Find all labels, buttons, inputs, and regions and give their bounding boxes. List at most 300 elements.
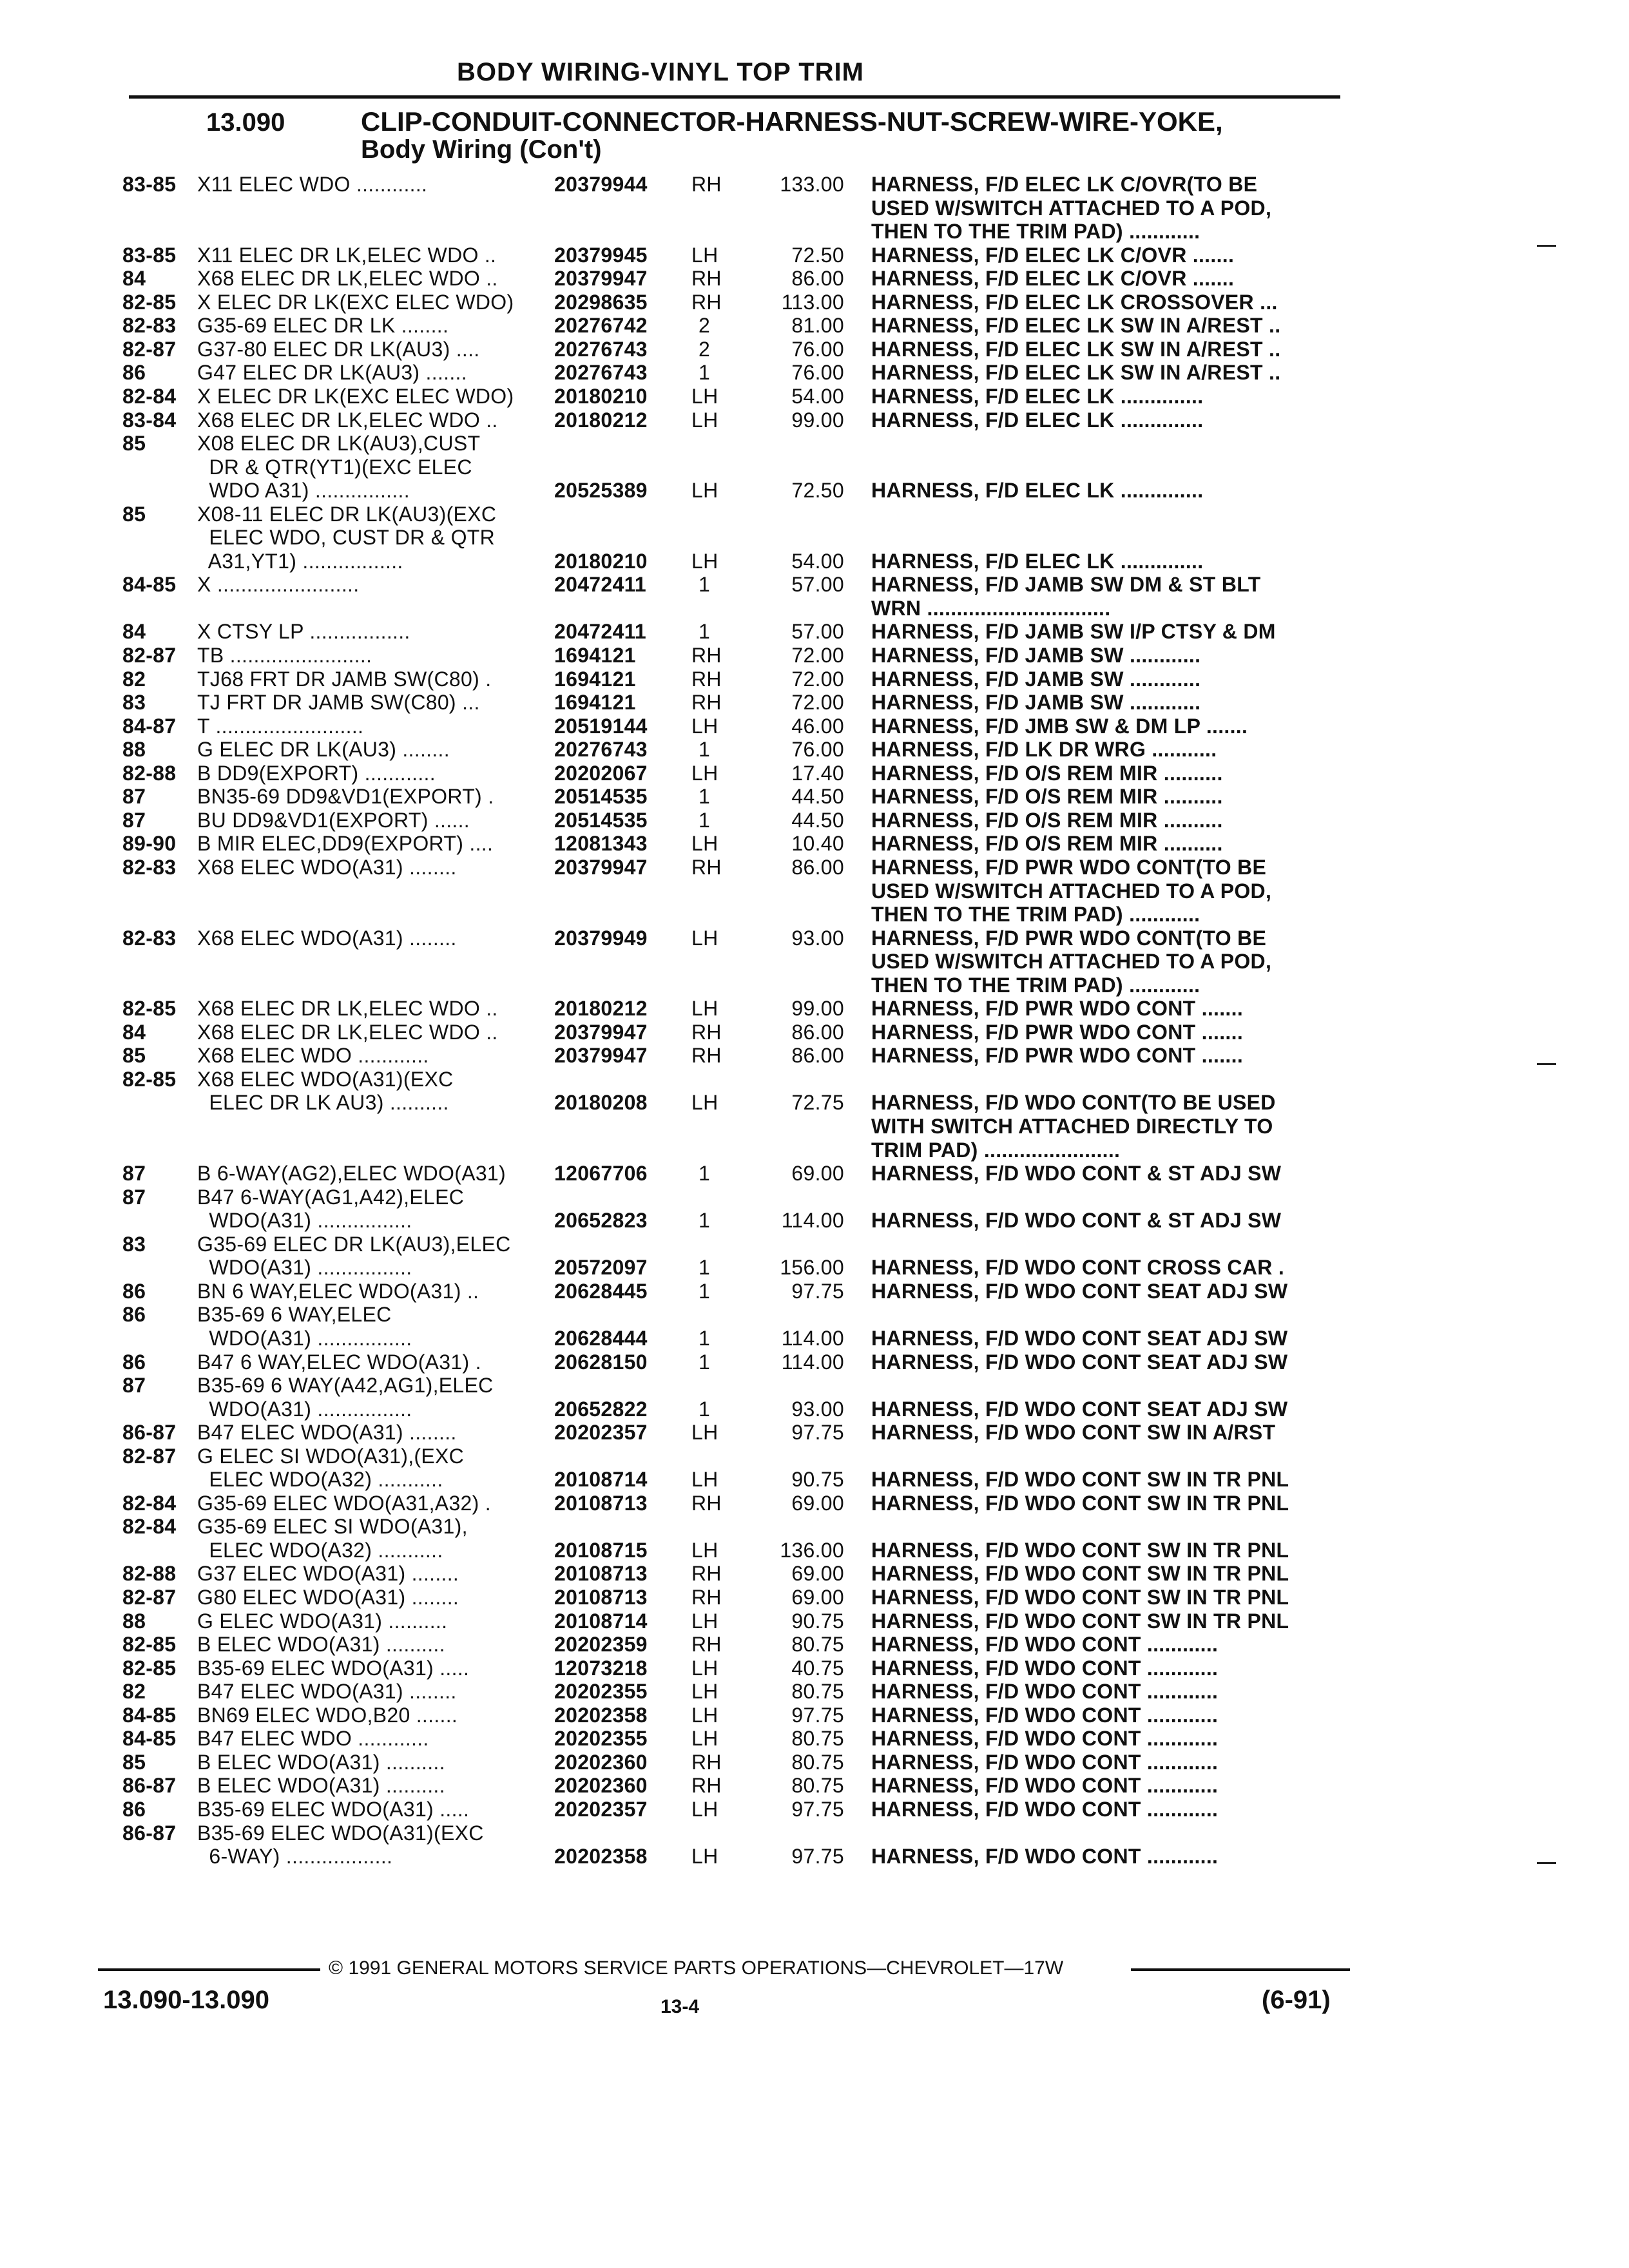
row-quantity: RH (691, 290, 722, 314)
row-description: A31,YT1) ................. (197, 549, 403, 573)
row-quantity: LH (691, 1538, 718, 1562)
row-year: 82-83 (122, 926, 177, 950)
header-rule (129, 95, 1340, 99)
row-part-name: HARNESS, F/D WDO CONT SW IN TR PNL (871, 1468, 1289, 1492)
row-part-number: 1694121 (554, 691, 636, 715)
row-part-number: 20202355 (554, 1727, 648, 1751)
row-description: G35-69 ELEC SI WDO(A31), (197, 1515, 468, 1539)
row-part-number: 20202358 (554, 1845, 648, 1869)
row-part-name: THEN TO THE TRIM PAD) ............ (871, 220, 1200, 244)
row-part-name: HARNESS, F/D WDO CONT CROSS CAR . (871, 1256, 1285, 1280)
row-part-number: 20202360 (554, 1774, 648, 1798)
row-part-number: 20514535 (554, 785, 648, 809)
row-price: 97.75 (791, 1703, 844, 1727)
row-part-name: HARNESS, F/D ELEC LK SW IN A/REST .. (871, 337, 1281, 361)
row-part-name: HARNESS, F/D JMB SW & DM LP ....... (871, 714, 1248, 738)
row-year: 82-84 (122, 1491, 177, 1515)
row-description: X ELEC DR LK(EXC ELEC WDO) (197, 290, 514, 314)
row-quantity: LH (691, 549, 718, 573)
row-year: 82-87 (122, 644, 177, 667)
row-description: TJ FRT DR JAMB SW(C80) ... (197, 691, 480, 715)
row-quantity: 1 (698, 1162, 711, 1186)
row-part-number: 20472411 (554, 573, 647, 597)
row-part-name: HARNESS, F/D ELEC LK C/OVR(TO BE (871, 173, 1258, 196)
row-price: 54.00 (791, 549, 844, 573)
row-part-number: 20628150 (554, 1350, 648, 1374)
row-price: 72.50 (791, 243, 844, 267)
row-quantity: LH (691, 384, 718, 408)
row-price: 76.00 (791, 337, 844, 361)
row-quantity: LH (691, 761, 718, 785)
row-description: B47 ELEC WDO(A31) ........ (197, 1680, 457, 1704)
row-part-number: 20180210 (554, 549, 648, 573)
row-year: 82-84 (122, 1515, 177, 1539)
row-description: X11 ELEC DR LK,ELEC WDO .. (197, 243, 497, 267)
section-number: 13.090 (206, 108, 285, 137)
row-description: G37-80 ELEC DR LK(AU3) .... (197, 337, 480, 361)
row-part-name: HARNESS, F/D WDO CONT & ST ADJ SW (871, 1209, 1282, 1233)
row-part-name: HARNESS, F/D WDO CONT SW IN TR PNL (871, 1491, 1289, 1515)
row-part-number: 20652822 (554, 1397, 648, 1421)
row-part-name: HARNESS, F/D PWR WDO CONT ....... (871, 997, 1244, 1021)
row-part-name: HARNESS, F/D ELEC LK .............. (871, 408, 1204, 432)
margin-mark (1537, 1063, 1556, 1065)
row-part-number: 20202067 (554, 761, 648, 785)
row-description: T ......................... (197, 714, 364, 738)
row-year: 82-88 (122, 761, 177, 785)
row-part-name: HARNESS, F/D WDO CONT ............ (871, 1633, 1219, 1657)
row-description: WDO(A31) ................ (197, 1326, 412, 1350)
row-part-name: HARNESS, F/D WDO CONT SEAT ADJ SW (871, 1279, 1288, 1303)
row-quantity: LH (691, 1091, 718, 1115)
row-part-number: 20108713 (554, 1491, 648, 1515)
row-year: 87 (122, 785, 146, 809)
section-subtitle: Body Wiring (Con't) (361, 135, 602, 164)
row-part-name: THEN TO THE TRIM PAD) ............ (871, 973, 1200, 997)
margin-mark (1537, 245, 1556, 247)
row-part-number: 20202357 (554, 1797, 648, 1821)
row-part-number: 20652823 (554, 1209, 648, 1233)
row-price: 76.00 (791, 361, 844, 385)
row-part-name: HARNESS, F/D WDO CONT ............ (871, 1703, 1219, 1727)
row-quantity: LH (691, 1845, 718, 1869)
row-part-number: 20472411 (554, 620, 647, 644)
row-part-name: HARNESS, F/D WDO CONT ............ (871, 1797, 1219, 1821)
row-price: 72.75 (791, 1091, 844, 1115)
row-year: 84 (122, 1020, 146, 1044)
row-part-number: 20180208 (554, 1091, 648, 1115)
row-part-number: 20379944 (554, 173, 648, 196)
row-description: ELEC WDO(A32) ........... (197, 1538, 443, 1562)
row-year: 82-87 (122, 1444, 177, 1468)
row-description: X11 ELEC WDO ............ (197, 173, 428, 196)
row-quantity: LH (691, 408, 718, 432)
row-quantity: RH (691, 173, 722, 196)
row-quantity: 1 (698, 1279, 711, 1303)
row-description: G35-69 ELEC DR LK(AU3),ELEC (197, 1232, 511, 1256)
row-part-number: 20276743 (554, 361, 648, 385)
row-quantity: RH (691, 644, 722, 667)
row-price: 69.00 (791, 1491, 844, 1515)
row-quantity: 2 (698, 337, 711, 361)
row-year: 82-83 (122, 314, 177, 338)
row-price: 114.00 (781, 1326, 844, 1350)
row-part-name: HARNESS, F/D O/S REM MIR .......... (871, 785, 1223, 809)
row-part-name: HARNESS, F/D PWR WDO CONT(TO BE (871, 926, 1267, 950)
row-price: 80.75 (791, 1774, 844, 1798)
row-quantity: 1 (698, 808, 711, 832)
row-year: 85 (122, 1750, 146, 1774)
row-part-name: USED W/SWITCH ATTACHED TO A POD, (871, 879, 1272, 903)
row-year: 87 (122, 1374, 146, 1398)
row-price: 44.50 (791, 785, 844, 809)
row-part-number: 20525389 (554, 479, 648, 503)
row-description: X ........................ (197, 573, 360, 597)
row-price: 69.00 (791, 1162, 844, 1186)
row-year: 82-83 (122, 855, 177, 879)
row-quantity: 1 (698, 573, 711, 597)
row-description: X68 ELEC DR LK,ELEC WDO .. (197, 997, 498, 1021)
row-year: 84-87 (122, 714, 177, 738)
row-part-name: HARNESS, F/D WDO CONT ............ (871, 1656, 1219, 1680)
row-description: X ELEC DR LK(EXC ELEC WDO) (197, 384, 514, 408)
row-part-name: HARNESS, F/D PWR WDO CONT ....... (871, 1044, 1244, 1068)
row-year: 89-90 (122, 832, 177, 856)
row-year: 84-85 (122, 1727, 177, 1751)
row-price: 80.75 (791, 1680, 844, 1704)
row-description: X08 ELEC DR LK(AU3),CUST (197, 432, 481, 456)
row-year: 86-87 (122, 1774, 177, 1798)
row-price: 72.00 (791, 667, 844, 691)
row-price: 97.75 (791, 1797, 844, 1821)
page-title: BODY WIRING-VINYL TOP TRIM (457, 58, 864, 86)
row-description: BU DD9&VD1(EXPORT) ...... (197, 808, 470, 832)
row-description: B47 6 WAY,ELEC WDO(A31) . (197, 1350, 481, 1374)
row-quantity: RH (691, 667, 722, 691)
row-year: 87 (122, 1162, 146, 1186)
row-part-name: HARNESS, F/D WDO CONT ............ (871, 1727, 1219, 1751)
row-description: G ELEC WDO(A31) .......... (197, 1609, 448, 1633)
row-description: BN 6 WAY,ELEC WDO(A31) .. (197, 1279, 479, 1303)
row-description: B35-69 ELEC WDO(A31) ..... (197, 1656, 470, 1680)
row-year: 82 (122, 667, 146, 691)
row-quantity: RH (691, 1020, 722, 1044)
row-part-number: 20379947 (554, 1020, 648, 1044)
row-part-number: 20108713 (554, 1562, 648, 1586)
row-price: 113.00 (781, 290, 844, 314)
row-part-number: 12081343 (554, 832, 648, 856)
row-year: 85 (122, 502, 146, 526)
footer-copyright: © 1991 GENERAL MOTORS SERVICE PARTS OPERATIONS—CHEVROLET—17W (329, 1957, 1064, 1979)
row-part-name: HARNESS, F/D WDO CONT SW IN TR PNL (871, 1562, 1289, 1586)
row-quantity: LH (691, 714, 718, 738)
row-quantity: 1 (698, 738, 711, 762)
row-year: 82-87 (122, 1586, 177, 1609)
row-part-name: HARNESS, F/D O/S REM MIR .......... (871, 808, 1223, 832)
row-price: 69.00 (791, 1562, 844, 1586)
row-price: 86.00 (791, 267, 844, 291)
row-description: WDO(A31) ................ (197, 1397, 412, 1421)
row-year: 88 (122, 1609, 146, 1633)
row-part-name: WRN ............................... (871, 596, 1111, 620)
row-year: 86 (122, 1350, 146, 1374)
row-quantity: 1 (698, 1326, 711, 1350)
row-description: B47 ELEC WDO(A31) ........ (197, 1421, 457, 1445)
row-description: ELEC WDO, CUST DR & QTR (197, 526, 496, 550)
row-description: B 6-WAY(AG2),ELEC WDO(A31) (197, 1162, 506, 1186)
row-part-name: HARNESS, F/D WDO CONT SW IN TR PNL (871, 1538, 1289, 1562)
row-part-number: 20276743 (554, 337, 648, 361)
footer-rule (1131, 1968, 1350, 1971)
row-year: 84-85 (122, 573, 177, 597)
row-part-name: HARNESS, F/D WDO CONT(TO BE USED (871, 1091, 1276, 1115)
row-quantity: LH (691, 997, 718, 1021)
row-price: 86.00 (791, 1020, 844, 1044)
row-price: 156.00 (780, 1256, 844, 1280)
row-part-number: 20379949 (554, 926, 648, 950)
row-quantity: RH (691, 1562, 722, 1586)
row-description: G80 ELEC WDO(A31) ........ (197, 1586, 459, 1609)
row-description: G47 ELEC DR LK(AU3) ....... (197, 361, 467, 385)
footer-page-number: 13-4 (660, 1996, 700, 2017)
row-description: X08-11 ELEC DR LK(AU3)(EXC (197, 502, 497, 526)
row-price: 54.00 (791, 384, 844, 408)
row-year: 82-85 (122, 1633, 177, 1657)
row-quantity: LH (691, 1727, 718, 1751)
row-description: WDO(A31) ................ (197, 1209, 412, 1233)
row-part-name: HARNESS, F/D ELEC LK .............. (871, 479, 1204, 503)
row-price: 17.40 (791, 761, 844, 785)
row-quantity: LH (691, 243, 718, 267)
row-year: 83-85 (122, 173, 177, 196)
margin-mark (1537, 1862, 1556, 1864)
row-quantity: LH (691, 832, 718, 856)
row-year: 84-85 (122, 1703, 177, 1727)
row-price: 57.00 (791, 573, 844, 597)
row-part-number: 20202355 (554, 1680, 648, 1704)
row-price: 99.00 (791, 997, 844, 1021)
row-price: 133.00 (780, 173, 844, 196)
row-year: 82-85 (122, 1067, 177, 1091)
row-part-name: HARNESS, F/D JAMB SW ............ (871, 644, 1201, 667)
row-year: 83-84 (122, 408, 177, 432)
row-year: 84 (122, 267, 146, 291)
row-quantity: 1 (698, 785, 711, 809)
row-description: TB ........................ (197, 644, 372, 667)
row-part-name: HARNESS, F/D O/S REM MIR .......... (871, 832, 1223, 856)
row-part-name: HARNESS, F/D WDO CONT ............ (871, 1750, 1219, 1774)
row-quantity: LH (691, 1703, 718, 1727)
footer-date: (6-91) (1262, 1986, 1331, 2014)
row-part-number: 20180212 (554, 997, 648, 1021)
row-part-name: HARNESS, F/D JAMB SW ............ (871, 667, 1201, 691)
row-part-name: HARNESS, F/D WDO CONT ............ (871, 1774, 1219, 1798)
row-year: 82-84 (122, 384, 177, 408)
row-description: X68 ELEC WDO(A31) ........ (197, 926, 457, 950)
row-year: 88 (122, 738, 146, 762)
row-quantity: RH (691, 267, 722, 291)
row-quantity: LH (691, 1421, 718, 1445)
row-part-name: HARNESS, F/D WDO CONT SEAT ADJ SW (871, 1397, 1288, 1421)
row-year: 86 (122, 1279, 146, 1303)
row-quantity: RH (691, 1044, 722, 1068)
row-description: X68 ELEC WDO(A31) ........ (197, 855, 457, 879)
row-year: 86 (122, 361, 146, 385)
row-quantity: 1 (698, 1256, 711, 1280)
row-price: 97.75 (791, 1845, 844, 1869)
row-part-number: 20202358 (554, 1703, 648, 1727)
row-price: 80.75 (791, 1727, 844, 1751)
row-year: 82-85 (122, 997, 177, 1021)
row-description: 6-WAY) .................. (197, 1845, 393, 1869)
row-description: ELEC WDO(A32) ........... (197, 1468, 443, 1492)
row-description: X CTSY LP ................. (197, 620, 410, 644)
row-year: 87 (122, 1185, 146, 1209)
row-part-name: THEN TO THE TRIM PAD) ............ (871, 903, 1200, 927)
row-quantity: RH (691, 691, 722, 715)
row-part-name: HARNESS, F/D WDO CONT SW IN TR PNL (871, 1609, 1289, 1633)
row-part-number: 20514535 (554, 808, 648, 832)
row-part-name: HARNESS, F/D ELEC LK SW IN A/REST .. (871, 361, 1281, 385)
row-quantity: RH (691, 1750, 722, 1774)
row-price: 93.00 (791, 1397, 844, 1421)
row-part-name: HARNESS, F/D ELEC LK .............. (871, 549, 1204, 573)
row-part-number: 20628444 (554, 1326, 648, 1350)
row-part-number: 12073218 (554, 1656, 648, 1680)
row-part-number: 20108715 (554, 1538, 648, 1562)
row-part-name: USED W/SWITCH ATTACHED TO A POD, (871, 950, 1272, 974)
row-price: 99.00 (791, 408, 844, 432)
row-description: B35-69 6 WAY(A42,AG1),ELEC (197, 1374, 494, 1398)
row-part-name: HARNESS, F/D ELEC LK .............. (871, 384, 1204, 408)
row-part-number: 20276743 (554, 738, 648, 762)
row-year: 84 (122, 620, 146, 644)
row-description: B DD9(EXPORT) ............ (197, 761, 436, 785)
row-quantity: LH (691, 1609, 718, 1633)
row-quantity: LH (691, 1468, 718, 1492)
row-price: 10.40 (791, 832, 844, 856)
row-description: B35-69 ELEC WDO(A31) ..... (197, 1797, 470, 1821)
row-part-number: 20379945 (554, 243, 648, 267)
row-price: 114.00 (781, 1209, 844, 1233)
row-year: 82-85 (122, 290, 177, 314)
row-price: 93.00 (791, 926, 844, 950)
row-part-name: HARNESS, F/D LK DR WRG ........... (871, 738, 1217, 762)
row-price: 86.00 (791, 1044, 844, 1068)
row-quantity: LH (691, 1797, 718, 1821)
row-price: 136.00 (780, 1538, 844, 1562)
row-quantity: RH (691, 855, 722, 879)
row-description: BN69 ELEC WDO,B20 ....... (197, 1703, 458, 1727)
row-description: WDO A31) ................ (197, 479, 410, 503)
row-description: B35-69 ELEC WDO(A31)(EXC (197, 1821, 484, 1845)
row-description: B MIR ELEC,DD9(EXPORT) .... (197, 832, 494, 856)
row-part-number: 20276742 (554, 314, 648, 338)
row-part-number: 20628445 (554, 1279, 648, 1303)
row-description: DR & QTR(YT1)(EXC ELEC (197, 455, 472, 479)
row-quantity: RH (691, 1586, 722, 1609)
row-part-number: 20202357 (554, 1421, 648, 1445)
row-price: 69.00 (791, 1586, 844, 1609)
row-year: 82-85 (122, 1656, 177, 1680)
row-quantity: RH (691, 1491, 722, 1515)
row-description: B35-69 6 WAY,ELEC (197, 1303, 392, 1327)
row-year: 86-87 (122, 1421, 177, 1445)
row-part-number: 20180210 (554, 384, 648, 408)
row-year: 85 (122, 1044, 146, 1068)
row-part-name: HARNESS, F/D WDO CONT ............ (871, 1845, 1219, 1869)
row-part-name: USED W/SWITCH ATTACHED TO A POD, (871, 196, 1272, 220)
row-description: WDO(A31) ................ (197, 1256, 412, 1280)
row-quantity: RH (691, 1774, 722, 1798)
row-year: 82-88 (122, 1562, 177, 1586)
row-quantity: 1 (698, 361, 711, 385)
row-price: 80.75 (791, 1750, 844, 1774)
row-description: B ELEC WDO(A31) .......... (197, 1750, 445, 1774)
row-description: X68 ELEC WDO(A31)(EXC (197, 1067, 454, 1091)
row-year: 86 (122, 1303, 146, 1327)
row-price: 97.75 (791, 1421, 844, 1445)
row-part-name: HARNESS, F/D ELEC LK CROSSOVER ... (871, 290, 1278, 314)
row-quantity: RH (691, 1633, 722, 1657)
row-part-number: 20519144 (554, 714, 648, 738)
row-part-number: 1694121 (554, 667, 636, 691)
row-price: 72.50 (791, 479, 844, 503)
row-year: 87 (122, 808, 146, 832)
row-quantity: LH (691, 1680, 718, 1704)
row-year: 82 (122, 1680, 146, 1704)
row-part-name: HARNESS, F/D WDO CONT ............ (871, 1680, 1219, 1704)
row-description: G ELEC DR LK(AU3) ........ (197, 738, 450, 762)
row-price: 76.00 (791, 738, 844, 762)
row-description: B47 6-WAY(AG1,A42),ELEC (197, 1185, 465, 1209)
row-part-name: HARNESS, F/D PWR WDO CONT ....... (871, 1020, 1244, 1044)
row-part-name: HARNESS, F/D WDO CONT & ST ADJ SW (871, 1162, 1282, 1186)
row-price: 97.75 (791, 1279, 844, 1303)
row-description: X68 ELEC WDO ............ (197, 1044, 429, 1068)
row-description: B ELEC WDO(A31) .......... (197, 1774, 445, 1798)
row-year: 83 (122, 691, 146, 715)
row-part-number: 20180212 (554, 408, 648, 432)
row-description: X68 ELEC DR LK,ELEC WDO .. (197, 267, 498, 291)
row-quantity: LH (691, 479, 718, 503)
row-price: 40.75 (791, 1656, 844, 1680)
row-price: 44.50 (791, 808, 844, 832)
row-price: 72.00 (791, 691, 844, 715)
row-part-number: 1694121 (554, 644, 636, 667)
row-quantity: 1 (698, 1209, 711, 1233)
row-part-name: HARNESS, F/D WDO CONT SEAT ADJ SW (871, 1326, 1288, 1350)
row-part-name: WITH SWITCH ATTACHED DIRECTLY TO (871, 1115, 1273, 1138)
row-quantity: 1 (698, 1397, 711, 1421)
row-part-number: 20108714 (554, 1468, 648, 1492)
row-description: G ELEC SI WDO(A31),(EXC (197, 1444, 465, 1468)
row-part-number: 20379947 (554, 1044, 648, 1068)
section-title: CLIP-CONDUIT-CONNECTOR-HARNESS-NUT-SCREW-WIRE-YOKE, (361, 106, 1223, 137)
row-part-name: HARNESS, F/D WDO CONT SEAT ADJ SW (871, 1350, 1288, 1374)
row-part-number: 20108714 (554, 1609, 648, 1633)
row-price: 90.75 (791, 1468, 844, 1492)
row-part-name: HARNESS, F/D JAMB SW I/P CTSY & DM (871, 620, 1276, 644)
row-quantity: 2 (698, 314, 711, 338)
row-part-name: HARNESS, F/D PWR WDO CONT(TO BE (871, 855, 1267, 879)
row-part-number: 20202360 (554, 1750, 648, 1774)
row-year: 82-87 (122, 337, 177, 361)
row-part-number: 20202359 (554, 1633, 648, 1657)
row-description: X68 ELEC DR LK,ELEC WDO .. (197, 1020, 498, 1044)
row-part-name: HARNESS, F/D JAMB SW DM & ST BLT (871, 573, 1261, 597)
row-part-number: 12067706 (554, 1162, 648, 1186)
